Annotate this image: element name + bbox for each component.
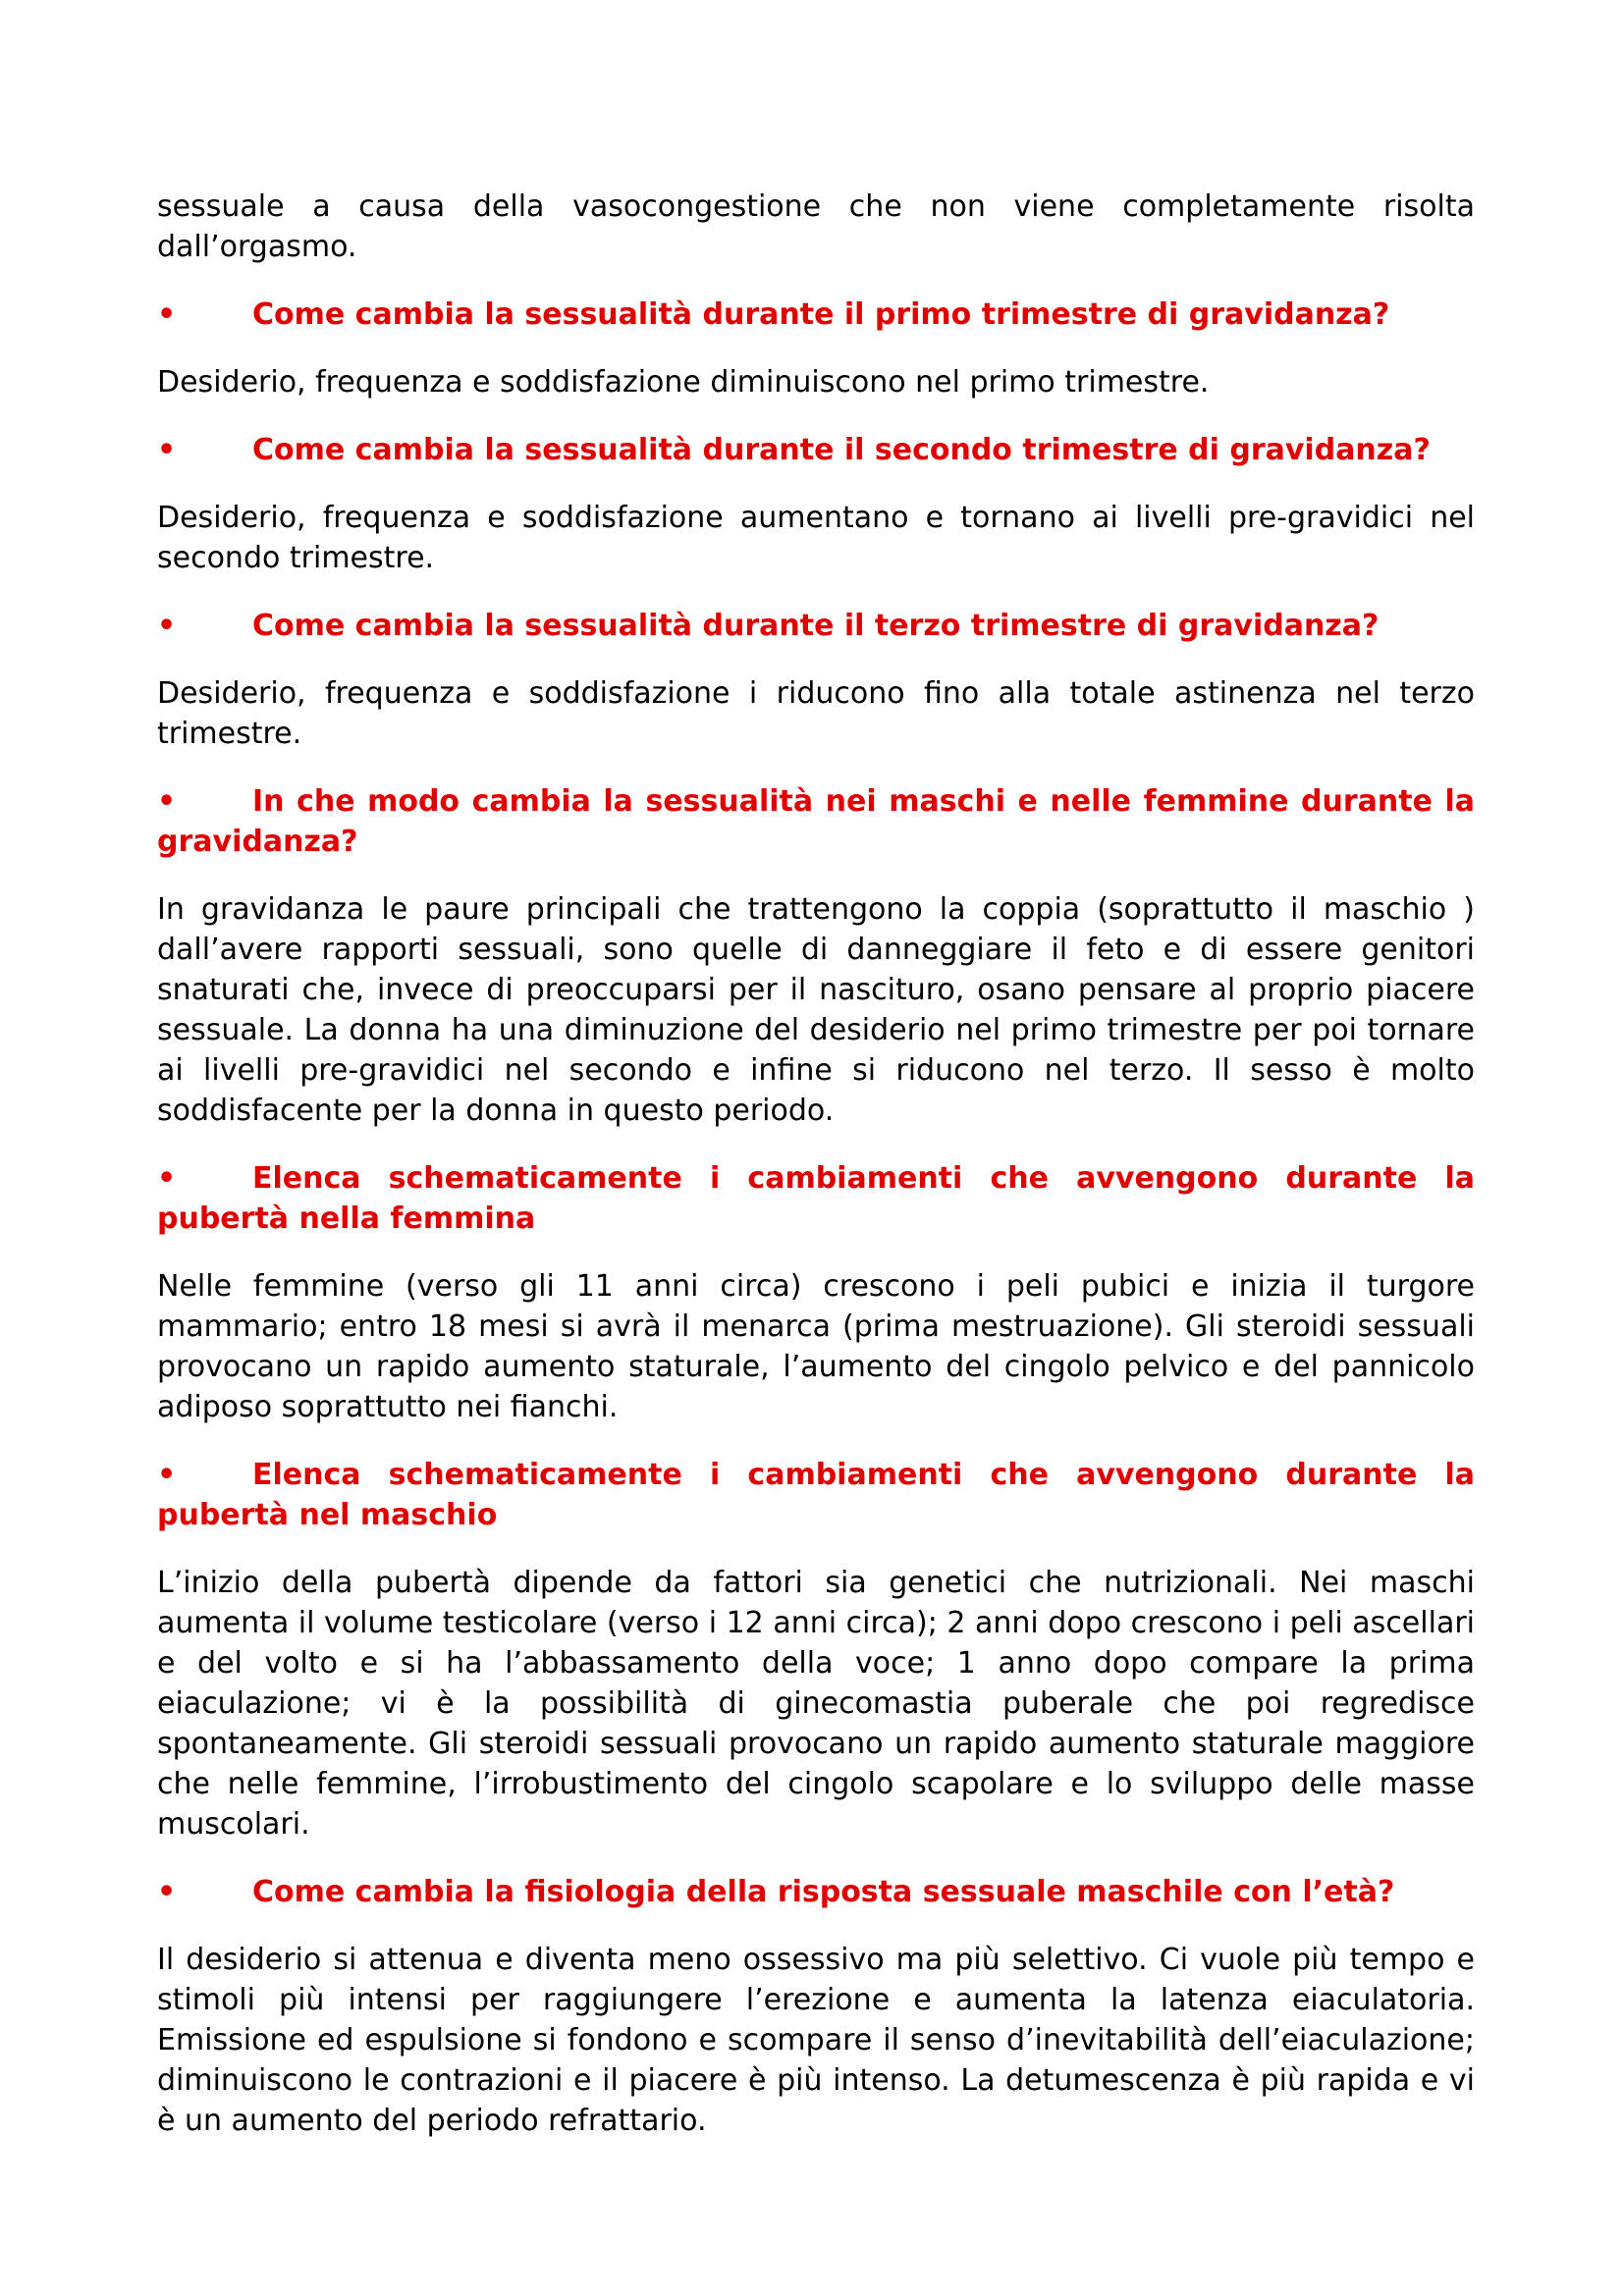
question-text: Come cambia la fisiologia della risposta sessuale maschile con l’età? [252,1875,1395,1909]
question-second-trimester [157,430,1475,470]
bullet-icon: • [157,1161,177,1196]
answer-first-trimester: Desiderio, frequenza e soddisfazione diminuiscono nel primo trimestre. [157,365,1210,400]
answer-third-trimester: Desiderio, frequenza e soddisfazione i riducono fino alla totale astinenza nel terzo trimestre. [157,676,1475,751]
question-first-trimester [157,294,1475,335]
answer-pregnancy-sexuality: In gravidanza le paure principali che trattengono la coppia (soprattutto il maschio ) dall’avere rapporti sessuali, sono quelle di danneggiare il feto e di essere genitori snaturati che, invece di preoccuparsi per il nascituro, osano pensare al proprio piacere sessuale. La donna ha una diminuzione del desiderio nel primo trimestre per poi tornare ai livelli pre-gravidici nel secondo e infine si riducono nel terzo. Il sesso è molto soddisfacente per la donna in questo periodo. [157,892,1475,1128]
bullet-icon: • [157,433,177,467]
question-puberty-female [157,1158,1475,1239]
question-text: Elenca schematicamente i cambiamenti che avvengono durante la pubertà nel maschio [157,1458,1475,1532]
question-text: Elenca schematicamente i cambiamenti che avvengono durante la pubertà nella femmina [157,1161,1475,1236]
bullet-icon: • [157,297,177,332]
question-male-aging [157,1872,1475,1912]
question-text: Come cambia la sessualità durante il secondo trimestre di gravidanza? [252,433,1431,467]
bullet-icon: • [157,1875,177,1909]
document-page [157,187,1475,2168]
answer-male-aging: Il desiderio si attenua e diventa meno ossessivo ma più selettivo. Ci vuole più tempo e stimoli più intensi per raggiungere l’erezione e aumenta la latenza eiaculatoria. Emissione ed espulsione si fondono e scompare il senso d’inevitabilità dell’eiaculazione; diminuiscono le contrazioni e il piacere è più intenso. La detumescenza è più rapida e vi è un aumento del periodo refrattario. [157,1943,1475,2138]
answer-puberty-female: Nelle femmine (verso gli 11 anni circa) crescono i peli pubici e inizia il turgore mammario; entro 18 mesi si avrà il menarca (prima mestruazione). Gli steroidi sessuali provocano un rapido aumento staturale, l’aumento del cingolo pelvico e del pannicolo adiposo soprattutto nei fianchi. [157,1269,1475,1424]
answer-puberty-male: L’inizio della pubertà dipende da fattori sia genetici che nutrizionali. Nei maschi aumenta il volume testicolare (verso i 12 anni circa); 2 anni dopo crescono i peli ascellari e del volto e si ha l’abbassamento della voce; 1 anno dopo compare la prima eiaculazione; vi è la possibilità di ginecomastia puberale che poi regredisce spontaneamente. Gli steroidi sessuali provocano un rapido aumento staturale maggiore che nelle femmine, l’irrobustimento del cingolo scapolare e lo sviluppo delle masse muscolari. [157,1566,1475,1842]
question-text: In che modo cambia la sessualità nei maschi e nelle femmine durante la gravidanza? [157,784,1475,859]
question-text: Come cambia la sessualità durante il terzo trimestre di gravidanza? [252,609,1380,643]
bullet-icon: • [157,784,177,819]
paragraph-vasocongestion: sessuale a causa della vasocongestione che non viene completamente risolta dall’orgasmo. [157,189,1475,264]
question-pregnancy-sexuality [157,781,1475,862]
answer-second-trimester: Desiderio, frequenza e soddisfazione aumentano e tornano ai livelli pre-gravidici nel secondo trimestre. [157,501,1475,575]
bullet-icon: • [157,609,177,643]
question-puberty-male [157,1455,1475,1535]
question-third-trimester [157,606,1475,646]
question-text: Come cambia la sessualità durante il primo trimestre di gravidanza? [252,297,1390,332]
bullet-icon: • [157,1458,177,1492]
